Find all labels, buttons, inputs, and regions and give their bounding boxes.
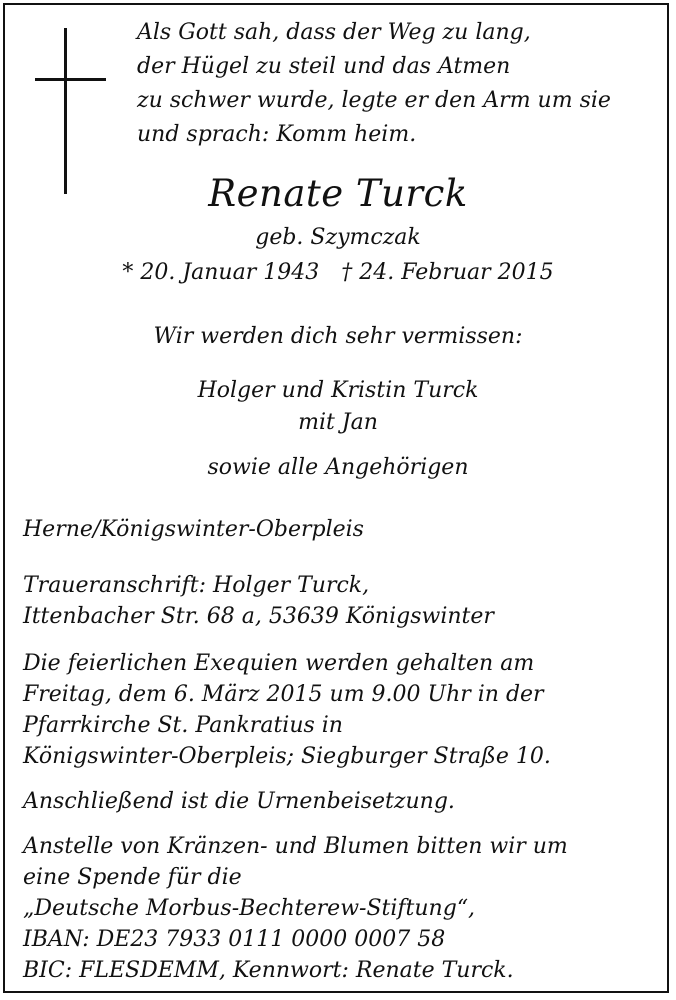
location-text: Herne/Königswinter-Oberpleis: [23, 517, 364, 542]
birth-date: * 20. Januar 1943: [122, 260, 320, 285]
donation-line: eine Spende für die: [23, 865, 242, 890]
service-info: [23, 648, 663, 772]
birth-name: geb. Szymczak: [255, 225, 421, 250]
location: [23, 514, 663, 545]
address-line: Ittenbacher Str. 68 a, 53639 Königswinter: [23, 604, 494, 629]
mourners-family: Holger und Kristin Turck: [197, 378, 479, 403]
address-line: Traueranschrift: Holger Turck,: [23, 573, 370, 598]
donation-line: „Deutsche Morbus-Bechterew-Stiftung“,: [23, 896, 476, 921]
mourners-relatives: sowie alle Angehörigen: [207, 455, 469, 480]
mourning-address: [23, 570, 663, 632]
service-line: Pfarrkirche St. Pankratius in: [23, 713, 343, 738]
death-date: † 24. Februar 2015: [341, 260, 554, 285]
poem-line: und sprach: Komm heim.: [137, 122, 417, 147]
life-dates: [0, 260, 676, 285]
poem-line: zu schwer wurde, legte er den Arm um sie: [137, 88, 611, 113]
service-line: Die feierlichen Exequien werden gehalten am: [23, 651, 535, 676]
burial-info: [23, 786, 663, 817]
poem-line: Als Gott sah, dass der Weg zu lang,: [137, 20, 531, 45]
donation-bic: BIC: FLESDEMM, Kennwort: Renate Turck.: [23, 958, 514, 983]
donation-info: [23, 831, 663, 986]
donation-line: Anstelle von Kränzen- und Blumen bitten wir um: [23, 834, 568, 859]
mourners-intro: Wir werden dich sehr vermissen:: [153, 324, 523, 349]
mourners-family-child: mit Jan: [298, 410, 378, 435]
burial-text: Anschließend ist die Urnenbeisetzung.: [23, 789, 455, 814]
poem: [137, 16, 657, 152]
poem-line: der Hügel zu steil und das Atmen: [137, 54, 511, 79]
cross-icon-crossbar: [35, 78, 106, 81]
deceased-name: Renate Turck: [208, 172, 468, 215]
service-line: Freitag, dem 6. März 2015 um 9.00 Uhr in der: [23, 682, 544, 707]
donation-iban: IBAN: DE23 7933 0111 0000 0007 58: [23, 927, 446, 952]
service-line: Königswinter-Oberpleis; Siegburger Straße 10.: [23, 744, 551, 769]
